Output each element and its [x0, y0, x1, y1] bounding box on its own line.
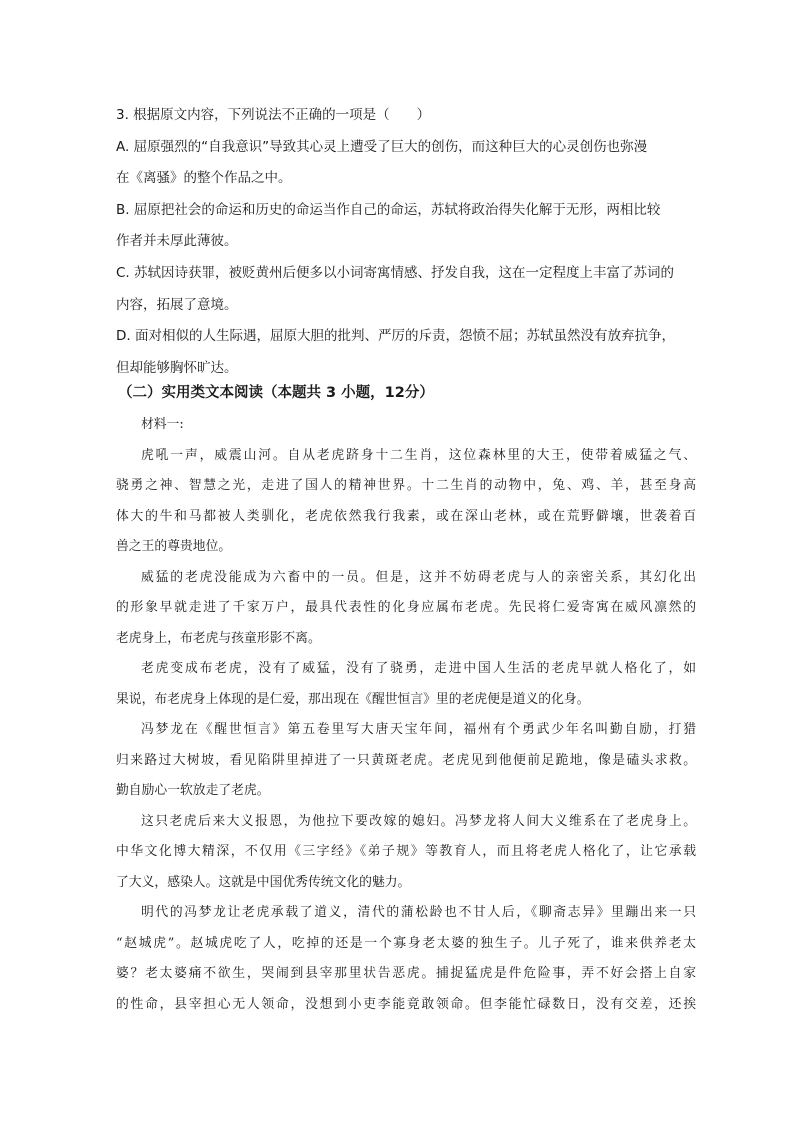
passage-line: 婆？老太婆痛不欲生，哭闹到县宰那里状告恶虎。捕捉猛虎是件危险事，弄不好会搭上自家: [116, 966, 696, 981]
passage-line: 威猛的老虎没能成为六畜中的一员。但是，这并不妨碍老虎与人的亲密关系，其幻化出: [141, 569, 696, 585]
passage-line: 果说，布老虎身上体现的是仁爱，那出现在《醒世恒言》里的老虎便是道义的化身。: [116, 691, 590, 707]
passage-line: 兽之王的尊贵地位。: [116, 539, 232, 554]
option-a-line-2: 在《离骚》的整个作品之中。: [116, 170, 292, 187]
passage-line: 骁勇之神、智慧之光，走进了国人的精神世界。十二生肖的动物中，兔、鸡、羊，甚至身高: [116, 478, 696, 493]
material-label: 材料一:: [141, 417, 184, 432]
passage-line: “赵城虎”。赵城虎吃了人，吃掉的还是一个寡身老太婆的独生子。儿子死了，谁来供养老太: [116, 935, 696, 951]
passage-line: 冯梦龙在《醒世恒言》第五卷里写大唐天宝年间，福州有个勇武少年名叫勤自励，打猎: [141, 722, 696, 737]
option-c-line-1: C. 苏轼因诗获罪，被贬黄州后便多以小词寄寓情感、抒发自我，这在一定程度上丰富了苏词的: [116, 264, 675, 281]
passage-line: 体大的牛和马都被人类驯化，老虎依然我行我素，或在深山老林，或在荒野僻壤，世袭着百: [116, 508, 696, 524]
passage-line: 的形象早就走进了千家万户，最具代表性的化身应属布老虎。先民将仁爱寄寓在威风凛然的: [116, 600, 696, 615]
question-stem: 3. 根据原文内容，下列说法不正确的一项是（ ）: [116, 107, 431, 123]
question-3: [116, 100, 696, 384]
passage-line: 老虎变成布老虎，没有了威猛，没有了骁勇，走进中国人生活的老虎早就人格化了，如: [141, 661, 696, 676]
option-c-line-2: 内容，拓展了意境。: [116, 296, 238, 313]
passage-line: 虎吼一声，威震山河。自从老虎跻身十二生肖，这位森林里的大王，使带着威猛之气、: [141, 447, 696, 463]
passage-line: 中华文化博大精深，不仅用《三字经》《弟子规》等教育人，而且将老虎人格化了，让它承载: [116, 844, 696, 859]
option-b-line-1: B. 屈原把社会的命运和历史的命运当作自己的命运，苏轼将政治得失化解于无形，两相比较: [116, 201, 661, 218]
option-a-line-1: A. 屈原强烈的“自我意识”导致其心灵上遭受了巨大的创伤，而这种巨大的心灵创伤也弥漫: [116, 138, 648, 155]
option-d-line-2: 但却能够胸怀旷达。: [116, 359, 238, 376]
section-heading: （二）实用类文本阅读（本题共 3 小题，12分）: [118, 385, 434, 401]
option-d-line-1: D. 面对相似的人生际遇，屈原大胆的批判、严厉的斥责，怨愤不屈；苏轼虽然没有放弃抗争，: [116, 328, 675, 345]
passage-line: 明代的冯梦龙让老虎承载了道义，清代的蒲松龄也不甘人后，《聊斋志异》里蹦出来一只: [141, 905, 696, 920]
reading-passage: [116, 410, 696, 1020]
passage-line: 归来路过大树坡，看见陷阱里掉进了一只黄斑老虎。老虎见到他便前足跪地，像是磕头求救。: [116, 752, 696, 768]
passage-line: 的性命，县宰担心无人领命，没想到小吏李能竟敢领命。但李能忙碌数日，没有交差，还挨: [116, 996, 696, 1012]
passage-line: 了大义，感染人。这就是中国优秀传统文化的魅力。: [116, 874, 411, 890]
passage-line: 勤自励心一软放走了老虎。: [116, 783, 270, 798]
passage-line: 老虎身上，布老虎与孩童形影不离。: [116, 630, 321, 646]
passage-line: 这只老虎后来大义报恩，为他拉下要改嫁的媳妇。冯梦龙将人间大义维系在了老虎身上。: [141, 813, 696, 829]
option-b-line-2: 作者并未厚此薄彼。: [116, 233, 238, 250]
